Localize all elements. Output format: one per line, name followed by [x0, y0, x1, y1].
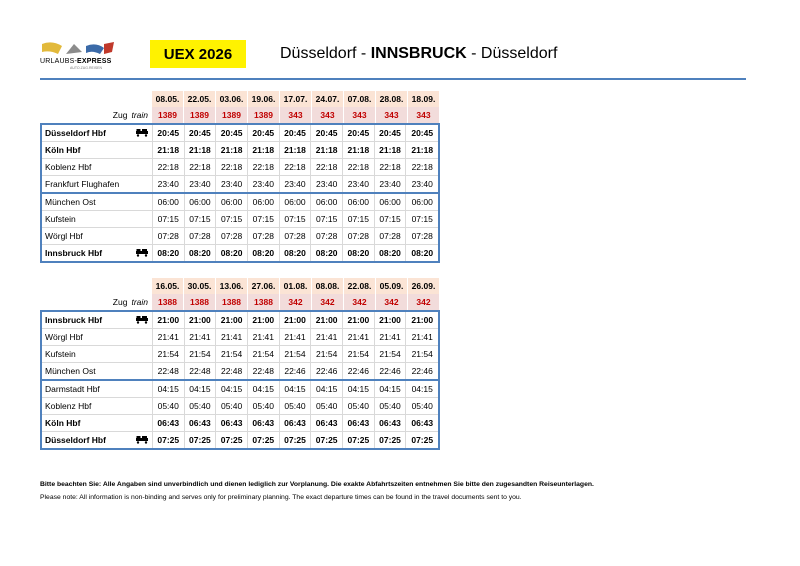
- time-cell: 07:28: [185, 228, 217, 244]
- time-cell: 07:28: [153, 228, 185, 244]
- zug-label: Zug: [112, 110, 128, 120]
- date-cell: 17.07.: [280, 91, 312, 107]
- time-cell: 08:20: [311, 245, 343, 261]
- station-name: [42, 363, 153, 379]
- time-cell: 21:54: [248, 346, 280, 362]
- time-cell: 21:18: [411, 145, 434, 155]
- time-cell: 21:41: [216, 329, 248, 345]
- station-row: [42, 329, 438, 346]
- time-cell: 23:40: [185, 176, 217, 192]
- date-cell: 03.06.: [216, 91, 248, 107]
- time-cell: 08:20: [375, 245, 407, 261]
- station-row: [42, 415, 438, 432]
- station-label: Düsseldorf Hbf: [45, 435, 106, 445]
- time-cell: 06:00: [153, 194, 185, 210]
- time-cell: 22:46: [411, 366, 433, 376]
- time-cell: 21:18: [343, 142, 375, 158]
- time-cell: 21:18: [375, 142, 407, 158]
- date-cell: 22.05.: [184, 91, 216, 107]
- time-cell: 07:15: [153, 211, 185, 227]
- note-english: Please note: All information is non-binding and serves only for preliminary planning. The exact departure times can be found in the travel documents sent to you.: [40, 494, 522, 501]
- time-cell: 22:48: [216, 363, 248, 379]
- station-row: [42, 228, 438, 245]
- time-cell: 04:15: [343, 381, 375, 397]
- time-cell: 05:40: [248, 398, 280, 414]
- dates-row: [40, 91, 440, 107]
- station-name: [42, 381, 153, 397]
- time-cell: 21:00: [375, 312, 407, 328]
- time-cell: 05:40: [185, 398, 217, 414]
- time-cell: 21:00: [248, 312, 280, 328]
- time-cell: 07:15: [411, 214, 433, 224]
- time-cell: 22:18: [280, 159, 312, 175]
- station-name: [42, 432, 153, 448]
- train-number-cell: 1389: [184, 107, 216, 123]
- date-cell: 30.05.: [184, 278, 216, 294]
- car-train-icon: [136, 315, 148, 324]
- time-cell: 21:54: [411, 349, 433, 359]
- station-row: [42, 398, 438, 415]
- time-cell: 07:15: [375, 211, 407, 227]
- train-number-cell: 1388: [152, 294, 184, 310]
- time-cell: 21:41: [375, 329, 407, 345]
- time-cell: 08:20: [185, 245, 217, 261]
- time-cell: 07:28: [280, 228, 312, 244]
- time-cell: 21:18: [311, 142, 343, 158]
- train-number-cell: 343: [408, 107, 440, 123]
- time-cell: 22:18: [343, 159, 375, 175]
- time-cell: 21:41: [411, 332, 433, 342]
- train-number-cell: 342: [280, 294, 312, 310]
- time-cell: 21:41: [153, 329, 185, 345]
- time-cell: 22:46: [311, 363, 343, 379]
- dates-spacer: [40, 91, 152, 107]
- time-cell: 08:20: [280, 245, 312, 261]
- train-label: [40, 107, 152, 123]
- train-number-cell: 342: [408, 294, 440, 310]
- time-cell: 06:00: [216, 194, 248, 210]
- station-row: [42, 176, 438, 194]
- outbound-timetable: [40, 91, 440, 263]
- header-divider: [40, 78, 746, 80]
- time-cell: 21:18: [185, 142, 217, 158]
- station-row: [42, 125, 438, 142]
- dates-row: [40, 278, 440, 294]
- station-label: München Ost: [45, 197, 96, 207]
- station-name: [42, 176, 153, 192]
- train-number-cell: 343: [376, 107, 408, 123]
- time-cell: 23:40: [216, 176, 248, 192]
- time-cell: 20:45: [311, 125, 343, 141]
- car-train-icon: [136, 435, 148, 444]
- time-cell: 07:25: [153, 432, 185, 448]
- time-cell: 21:18: [153, 142, 185, 158]
- dates-spacer: [40, 278, 152, 294]
- time-cell: 04:15: [153, 381, 185, 397]
- time-cell: 05:40: [280, 398, 312, 414]
- time-cell: 23:40: [280, 176, 312, 192]
- time-cell: 22:46: [343, 363, 375, 379]
- time-cell: 21:41: [248, 329, 280, 345]
- station-row: [42, 312, 438, 329]
- time-cell: 20:45: [153, 125, 185, 141]
- time-cell: 22:18: [411, 162, 433, 172]
- date-cell: 28.08.: [376, 91, 408, 107]
- time-cell: 20:45: [343, 125, 375, 141]
- time-cell: 06:43: [343, 415, 375, 431]
- station-name: [42, 398, 153, 414]
- time-cell: 21:41: [343, 329, 375, 345]
- station-name: [42, 346, 153, 362]
- time-cell: 20:45: [216, 125, 248, 141]
- station-name: [42, 245, 153, 261]
- time-cell: 23:40: [375, 176, 407, 192]
- time-cell: 21:18: [216, 142, 248, 158]
- time-cell: 22:18: [248, 159, 280, 175]
- station-row: [42, 159, 438, 176]
- time-cell: 04:15: [216, 381, 248, 397]
- station-row: [42, 346, 438, 363]
- station-row: [42, 432, 438, 448]
- time-cell: 06:00: [375, 194, 407, 210]
- time-cell: 07:25: [216, 432, 248, 448]
- route-title: Düsseldorf - INNSBRUCK - Düsseldorf: [280, 45, 558, 62]
- time-cell: 07:28: [343, 228, 375, 244]
- time-cell: 22:48: [248, 363, 280, 379]
- time-cell: 04:15: [311, 381, 343, 397]
- year-badge: UEX 2026: [150, 40, 246, 68]
- time-cell: 05:40: [411, 401, 433, 411]
- station-label: Frankfurt Flughafen: [45, 179, 120, 189]
- time-cell: 21:00: [185, 312, 217, 328]
- time-cell: 05:40: [343, 398, 375, 414]
- train-number-row: [40, 107, 440, 123]
- time-cell: 22:18: [311, 159, 343, 175]
- time-cell: 06:43: [411, 418, 434, 428]
- train-number-cell: 342: [344, 294, 376, 310]
- time-cell: 22:48: [153, 363, 185, 379]
- time-cell: 21:54: [375, 346, 407, 362]
- station-name: [42, 312, 153, 328]
- time-cell: 07:25: [375, 432, 407, 448]
- station-label: Innsbruck Hbf: [45, 248, 103, 258]
- station-name: [42, 194, 153, 210]
- outbound-stations: [40, 123, 440, 263]
- time-cell: 21:18: [280, 142, 312, 158]
- time-cell: 22:48: [185, 363, 217, 379]
- train-number-row: [40, 294, 440, 310]
- station-name: [42, 125, 153, 141]
- time-cell: 23:40: [343, 176, 375, 192]
- date-cell: 22.08.: [344, 278, 376, 294]
- train-number-cell: 343: [312, 107, 344, 123]
- time-cell: 21:41: [311, 329, 343, 345]
- train-number-cell: 343: [280, 107, 312, 123]
- date-cell: 16.05.: [152, 278, 184, 294]
- time-cell: 23:40: [411, 179, 433, 189]
- time-cell: 23:40: [311, 176, 343, 192]
- time-cell: 21:54: [280, 346, 312, 362]
- time-cell: 05:40: [153, 398, 185, 414]
- time-cell: 21:00: [411, 315, 434, 325]
- time-cell: 20:45: [375, 125, 407, 141]
- time-cell: 06:43: [248, 415, 280, 431]
- station-label: Koblenz Hbf: [45, 162, 92, 172]
- logo-subtitle: AUTO.ZUG.REISEN: [70, 66, 103, 70]
- time-cell: 21:54: [343, 346, 375, 362]
- time-cell: 22:46: [375, 363, 407, 379]
- time-cell: 22:18: [216, 159, 248, 175]
- time-cell: 06:00: [280, 194, 312, 210]
- time-cell: 22:18: [185, 159, 217, 175]
- train-number-cell: 342: [376, 294, 408, 310]
- station-label: Wörgl Hbf: [45, 332, 83, 342]
- time-cell: 08:20: [153, 245, 185, 261]
- station-row: [42, 381, 438, 398]
- time-cell: 05:40: [311, 398, 343, 414]
- station-name: [42, 415, 153, 431]
- time-cell: 22:46: [280, 363, 312, 379]
- time-cell: 21:00: [311, 312, 343, 328]
- date-cell: 08.05.: [152, 91, 184, 107]
- time-cell: 21:54: [185, 346, 217, 362]
- time-cell: 21:00: [280, 312, 312, 328]
- time-cell: 21:54: [311, 346, 343, 362]
- station-row: [42, 211, 438, 228]
- time-cell: 21:41: [185, 329, 217, 345]
- station-name: [42, 142, 153, 158]
- time-cell: 06:00: [248, 194, 280, 210]
- zug-label: Zug: [112, 297, 128, 307]
- train-label-en: train: [131, 110, 148, 120]
- date-cell: 24.07.: [312, 91, 344, 107]
- time-cell: 22:18: [153, 159, 185, 175]
- station-label: München Ost: [45, 366, 96, 376]
- station-row: [42, 142, 438, 159]
- time-cell: 21:41: [280, 329, 312, 345]
- station-label: Wörgl Hbf: [45, 231, 83, 241]
- logo-shapes-icon: [40, 40, 120, 58]
- station-row: [42, 363, 438, 381]
- station-label: Köln Hbf: [45, 145, 81, 155]
- station-name: [42, 211, 153, 227]
- time-cell: 05:40: [375, 398, 407, 414]
- time-cell: 06:43: [153, 415, 185, 431]
- station-label: Darmstadt Hbf: [45, 384, 100, 394]
- train-number-cell: 1388: [248, 294, 280, 310]
- station-name: [42, 329, 153, 345]
- date-cell: 08.08.: [312, 278, 344, 294]
- time-cell: 07:28: [375, 228, 407, 244]
- station-row: [42, 245, 438, 261]
- time-cell: 22:18: [375, 159, 407, 175]
- time-cell: 06:00: [343, 194, 375, 210]
- time-cell: 20:45: [248, 125, 280, 141]
- time-cell: 07:15: [216, 211, 248, 227]
- train-label-en: train: [131, 297, 148, 307]
- time-cell: 21:00: [216, 312, 248, 328]
- train-number-cell: 1388: [216, 294, 248, 310]
- time-cell: 20:45: [280, 125, 312, 141]
- train-number-cell: 1389: [248, 107, 280, 123]
- time-cell: 07:15: [311, 211, 343, 227]
- time-cell: 21:18: [248, 142, 280, 158]
- train-label: [40, 294, 152, 310]
- date-cell: 07.08.: [344, 91, 376, 107]
- car-train-icon: [136, 248, 148, 257]
- time-cell: 04:15: [280, 381, 312, 397]
- station-row: [42, 194, 438, 211]
- date-cell: 26.09.: [408, 278, 440, 294]
- time-cell: 05:40: [216, 398, 248, 414]
- date-cell: 19.06.: [248, 91, 280, 107]
- time-cell: 06:00: [311, 194, 343, 210]
- time-cell: 06:00: [411, 197, 433, 207]
- date-cell: 27.06.: [248, 278, 280, 294]
- time-cell: 21:00: [153, 312, 185, 328]
- train-number-cell: 1388: [184, 294, 216, 310]
- logo-text: URLAUBS-EXPRESS: [40, 58, 112, 65]
- station-label: Innsbruck Hbf: [45, 315, 103, 325]
- date-cell: 18.09.: [408, 91, 440, 107]
- time-cell: 23:40: [153, 176, 185, 192]
- time-cell: 07:25: [280, 432, 312, 448]
- time-cell: 08:20: [248, 245, 280, 261]
- return-stations: [40, 310, 440, 450]
- time-cell: 07:28: [216, 228, 248, 244]
- station-label: Köln Hbf: [45, 418, 81, 428]
- time-cell: 08:20: [411, 248, 434, 258]
- time-cell: 07:15: [280, 211, 312, 227]
- car-train-icon: [136, 128, 148, 137]
- time-cell: 07:25: [311, 432, 343, 448]
- time-cell: 07:15: [248, 211, 280, 227]
- time-cell: 06:43: [280, 415, 312, 431]
- time-cell: 07:25: [411, 435, 434, 445]
- train-number-cell: 1389: [216, 107, 248, 123]
- time-cell: 08:20: [343, 245, 375, 261]
- date-cell: 01.08.: [280, 278, 312, 294]
- time-cell: 06:43: [375, 415, 407, 431]
- time-cell: 07:25: [343, 432, 375, 448]
- time-cell: 07:25: [248, 432, 280, 448]
- station-label: Düsseldorf Hbf: [45, 128, 106, 138]
- time-cell: 07:28: [248, 228, 280, 244]
- logo: [40, 40, 120, 75]
- train-number-cell: 343: [344, 107, 376, 123]
- note-german: Bitte beachten Sie: Alle Angaben sind unverbindlich und dienen lediglich zur Vorplanung. Die exakte Abfahrtszeiten entnehmen Sie bitte den zugesandten Reiseunterlagen.: [40, 481, 594, 488]
- station-name: [42, 159, 153, 175]
- time-cell: 20:45: [411, 128, 434, 138]
- station-label: Kufstein: [45, 349, 76, 359]
- time-cell: 04:15: [248, 381, 280, 397]
- station-name: [42, 228, 153, 244]
- time-cell: 04:15: [185, 381, 217, 397]
- time-cell: 21:54: [153, 346, 185, 362]
- train-number-cell: 1389: [152, 107, 184, 123]
- time-cell: 07:28: [411, 231, 433, 241]
- time-cell: 07:15: [343, 211, 375, 227]
- time-cell: 21:00: [343, 312, 375, 328]
- train-number-cell: 342: [312, 294, 344, 310]
- time-cell: 07:15: [185, 211, 217, 227]
- date-cell: 13.06.: [216, 278, 248, 294]
- time-cell: 07:28: [311, 228, 343, 244]
- return-timetable: [40, 278, 440, 450]
- station-label: Kufstein: [45, 214, 76, 224]
- time-cell: 04:15: [411, 384, 433, 394]
- station-label: Koblenz Hbf: [45, 401, 92, 411]
- time-cell: 06:43: [216, 415, 248, 431]
- time-cell: 20:45: [185, 125, 217, 141]
- time-cell: 06:43: [185, 415, 217, 431]
- date-cell: 05.09.: [376, 278, 408, 294]
- time-cell: 06:43: [311, 415, 343, 431]
- time-cell: 21:54: [216, 346, 248, 362]
- time-cell: 04:15: [375, 381, 407, 397]
- time-cell: 23:40: [248, 176, 280, 192]
- time-cell: 07:25: [185, 432, 217, 448]
- time-cell: 08:20: [216, 245, 248, 261]
- time-cell: 06:00: [185, 194, 217, 210]
